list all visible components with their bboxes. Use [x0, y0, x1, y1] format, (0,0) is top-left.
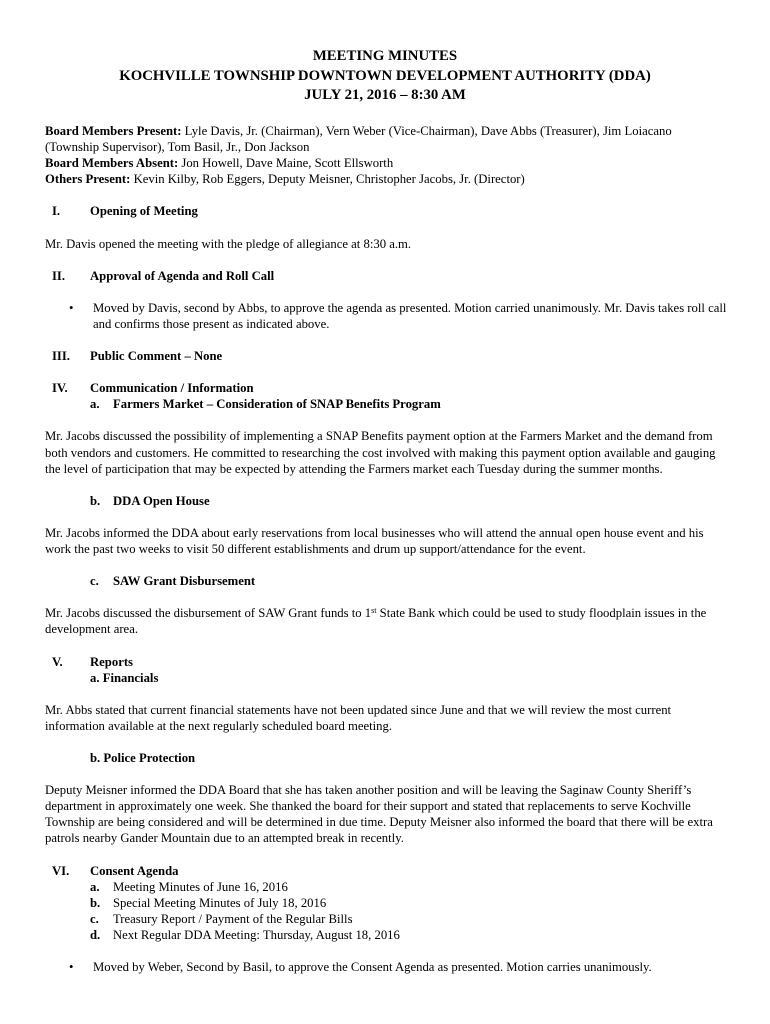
minutes-body: [45, 123, 745, 975]
section-title: Consent Agenda: [90, 863, 179, 878]
subsection-title: SAW Grant Disbursement: [113, 574, 256, 589]
attendance-others: [45, 171, 745, 187]
subsection-letter: b.: [90, 493, 101, 508]
paragraph-text: State Bank which could be used to study floodplain issues in the: [376, 606, 707, 621]
item-letter: a.: [90, 879, 100, 894]
present-names: Lyle Davis, Jr. (Chairman), Vern Weber (Vice-Chairman), Dave Abbs (Treasurer), Jim Loiacano: [184, 124, 672, 138]
paragraph-line: work the past two weeks to visit 50 different establishments and drum up support/attendance for the event.: [45, 542, 586, 557]
absent-label: Board Members Absent:: [45, 156, 179, 171]
item-text: Treasury Report / Payment of the Regular Bills: [113, 911, 353, 926]
consent-item: [45, 879, 745, 895]
paragraph-line: development area.: [45, 622, 138, 637]
item-letter: b.: [90, 895, 101, 910]
paragraph-line: information available at the next regularly scheduled board meeting.: [45, 718, 393, 733]
subsection-title: b. Police Protection: [90, 751, 196, 766]
subsection-heading: [45, 573, 745, 589]
section-2-heading: [45, 268, 745, 284]
subsection-letter: a.: [90, 397, 100, 412]
item-text: Meeting Minutes of June 16, 2016: [113, 879, 288, 894]
bullet-line: Moved by Davis, second by Abbs, to approve the agenda as presented. Motion carried unanimously. Mr. Davis takes roll call: [93, 300, 727, 315]
attendance-present-continued: [45, 139, 745, 155]
section-numeral: I.: [52, 204, 61, 219]
subsection-heading: [45, 493, 745, 509]
paragraph-line: [45, 605, 745, 621]
bullet-line: Moved by Weber, Second by Basil, to approve the Consent Agenda as presented. Motion carries unanimously.: [93, 960, 652, 975]
section-4-heading: [45, 380, 745, 396]
item-text: Next Regular DDA Meeting: Thursday, August 18, 2016: [113, 927, 400, 942]
subsection-title: DDA Open House: [113, 493, 210, 508]
motion-bullet: [45, 300, 745, 332]
paragraph-line: Deputy Meisner informed the DDA Board that she has taken another position and will be leaving the Saginaw County Sheriff’s: [45, 783, 692, 798]
item-letter: d.: [90, 927, 101, 942]
section-numeral: VI.: [52, 863, 70, 878]
section-title: Public Comment – None: [90, 349, 223, 364]
consent-item: [45, 927, 745, 943]
section-numeral: II.: [52, 268, 66, 283]
section-title: Opening of Meeting: [90, 204, 198, 219]
document-header: [0, 47, 770, 106]
consent-item: [45, 911, 745, 927]
absent-names: Jon Howell, Dave Maine, Scott Ellsworth: [181, 156, 394, 171]
ordinal-suffix: st: [371, 606, 377, 616]
paragraph-line: Township are being considered and will be determined in due time. Deputy Meisner also informed the board that there will be extra: [45, 815, 713, 830]
section-title: Approval of Agenda and Roll Call: [90, 268, 275, 283]
section-numeral: V.: [52, 654, 63, 669]
motion-bullet: [45, 959, 745, 975]
section-5-heading: [45, 654, 745, 670]
paragraph-line: Mr. Jacobs discussed the possibility of implementing a SNAP Benefits payment option at the Farmers Market and the demand from: [45, 429, 713, 444]
attendance-present: [45, 123, 745, 139]
item-letter: c.: [90, 911, 99, 926]
subsection-title: a. Financials: [90, 670, 159, 685]
present-names-continued: (Township Supervisor), Tom Basil, Jr., Don Jackson: [45, 140, 310, 155]
paragraph-line: both vendors and customers. He committed to researching the cost involved with making this payment option available and gauging: [45, 445, 716, 460]
subsection-heading: [45, 396, 745, 412]
paragraph-line: the level of participation that may be expected by attending the Farmers market each Tuesday during the summer months.: [45, 461, 663, 476]
bullet-line: and confirms those present as indicated above.: [93, 316, 330, 331]
consent-item: [45, 895, 745, 911]
organization-name: KOCHVILLE TOWNSHIP DOWNTOWN DEVELOPMENT AUTHORITY (DDA): [119, 67, 651, 84]
section-6-heading: [45, 863, 745, 879]
paragraph-line: Mr. Abbs stated that current financial statements have not been updated since June and that we will review the most current: [45, 702, 672, 717]
paragraph-line: patrols nearby Gander Mountain due to an attempted break in recently.: [45, 831, 404, 846]
section-numeral: IV.: [52, 381, 68, 396]
paragraph-text: Mr. Jacobs discussed the disbursement of SAW Grant funds to 1: [45, 606, 372, 621]
section-1-heading: [45, 203, 745, 219]
others-label: Others Present:: [45, 172, 131, 187]
item-text: Special Meeting Minutes of July 18, 2016: [113, 895, 327, 910]
paragraph-line: department in approximately one week. She thanked the board for their support and stated that replacements to serve Kochville: [45, 799, 691, 814]
attendance-absent: [45, 155, 745, 171]
meeting-date-time: JULY 21, 2016 – 8:30 AM: [304, 87, 466, 103]
section-title: Communication / Information: [90, 381, 254, 396]
bullet-icon: [69, 300, 73, 316]
section-3-heading: [45, 348, 745, 364]
section-numeral: III.: [52, 349, 70, 364]
present-label: Board Members Present:: [45, 124, 182, 138]
subsection-title: Farmers Market – Consideration of SNAP Benefits Program: [113, 397, 441, 412]
paragraph-line: Mr. Jacobs informed the DDA about early reservations from local businesses who will attend the annual open house event and his: [45, 525, 704, 540]
section-title: Reports: [90, 654, 133, 669]
bullet-icon: [69, 959, 73, 975]
subsection-letter: c.: [90, 574, 99, 589]
others-names: Kevin Kilby, Rob Eggers, Deputy Meisner, Christopher Jacobs, Jr. (Director): [133, 172, 525, 187]
document-title: MEETING MINUTES: [312, 48, 458, 64]
paragraph-line: Mr. Davis opened the meeting with the pledge of allegiance at 8:30 a.m.: [45, 236, 412, 251]
